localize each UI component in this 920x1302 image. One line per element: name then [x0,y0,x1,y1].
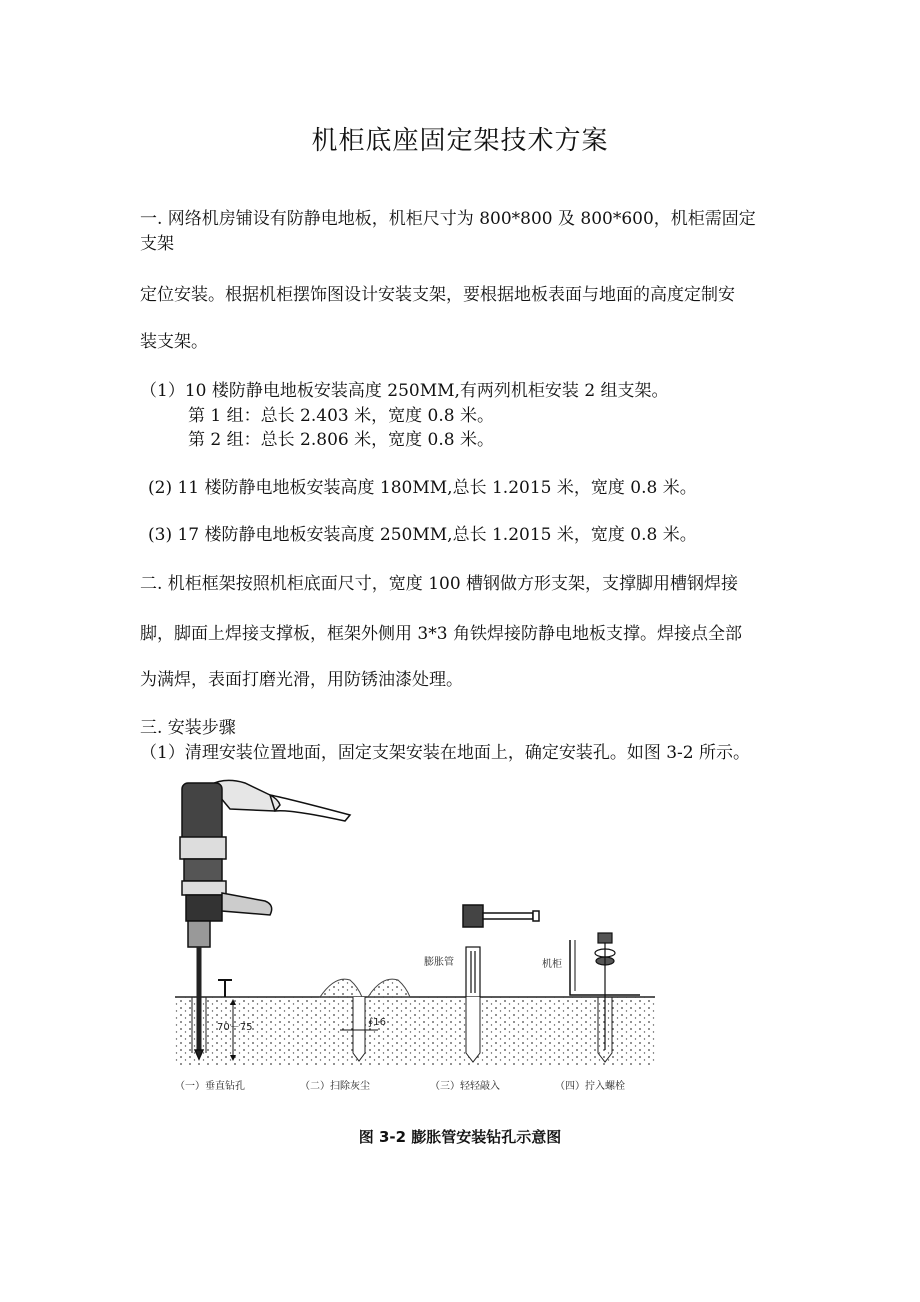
item-1: （1）10 楼防静电地板安装高度 250MM,有两列机柜安装 2 组支架。 [140,381,669,401]
section2-line1: 二. 机柜框架按照机柜底面尺寸，宽度 100 槽钢做方形支架，支撑脚用槽钢焊接 [140,574,739,594]
section1-line2: 支架 [140,234,174,254]
item-1-group-2: 第 2 组：总长 2.806 米，宽度 0.8 米。 [188,430,494,450]
section3-heading: 三. 安装步骤 [140,718,236,738]
section1-line1: 一. 网络机房铺设有防静电地板，机柜尺寸为 800*800 及 800*600，机柜需固定 [140,209,756,229]
hammer-icon [463,905,539,927]
step-label-4: （四）拧入螺栓 [555,1081,625,1092]
step-label-2: （二）扫除灰尘 [300,1081,370,1092]
section2-line3: 为满焊，表面打磨光滑，用防锈油漆处理。 [140,670,463,690]
step-label-3: （三）轻轻敲入 [430,1081,500,1092]
item-1-group-1: 第 1 组：总长 2.403 米，宽度 0.8 米。 [188,406,494,426]
depth-label: 70－75 [217,1022,253,1033]
label-cabinet: 机柜 [542,959,562,970]
page-title: 机柜底座固定架技术方案 [311,126,609,156]
section2-line2: 脚，脚面上焊接支撑板，框架外侧用 3*3 角铁焊接防静电地板支撑。焊接点全部 [140,624,742,644]
figure-drill-illustration [170,775,660,1100]
expansion-pipe-icon [466,947,480,997]
item-3: (3) 17 楼防静电地板安装高度 250MM,总长 1.2015 米，宽度 0.8 米。 [148,525,697,545]
label-expansion-pipe: 膨胀管 [424,957,454,968]
item-2: (2) 11 楼防静电地板安装高度 180MM,总长 1.2015 米，宽度 0.8 米。 [148,478,697,498]
section3-step1: （1）清理安装位置地面，固定支架安装在地面上，确定安装孔。如图 3-2 所示。 [140,743,750,763]
section1-line3: 定位安装。根据机柜摆饰图设计安装支架，要根据地板表面与地面的高度定制安 [140,285,735,305]
diameter-label: ∮16 [368,1017,386,1028]
figure-caption: 图 3-2 膨胀管安装钻孔示意图 [358,1128,562,1146]
step-label-1: （一）垂直钻孔 [175,1081,245,1092]
section1-line4: 装支架。 [140,332,208,352]
